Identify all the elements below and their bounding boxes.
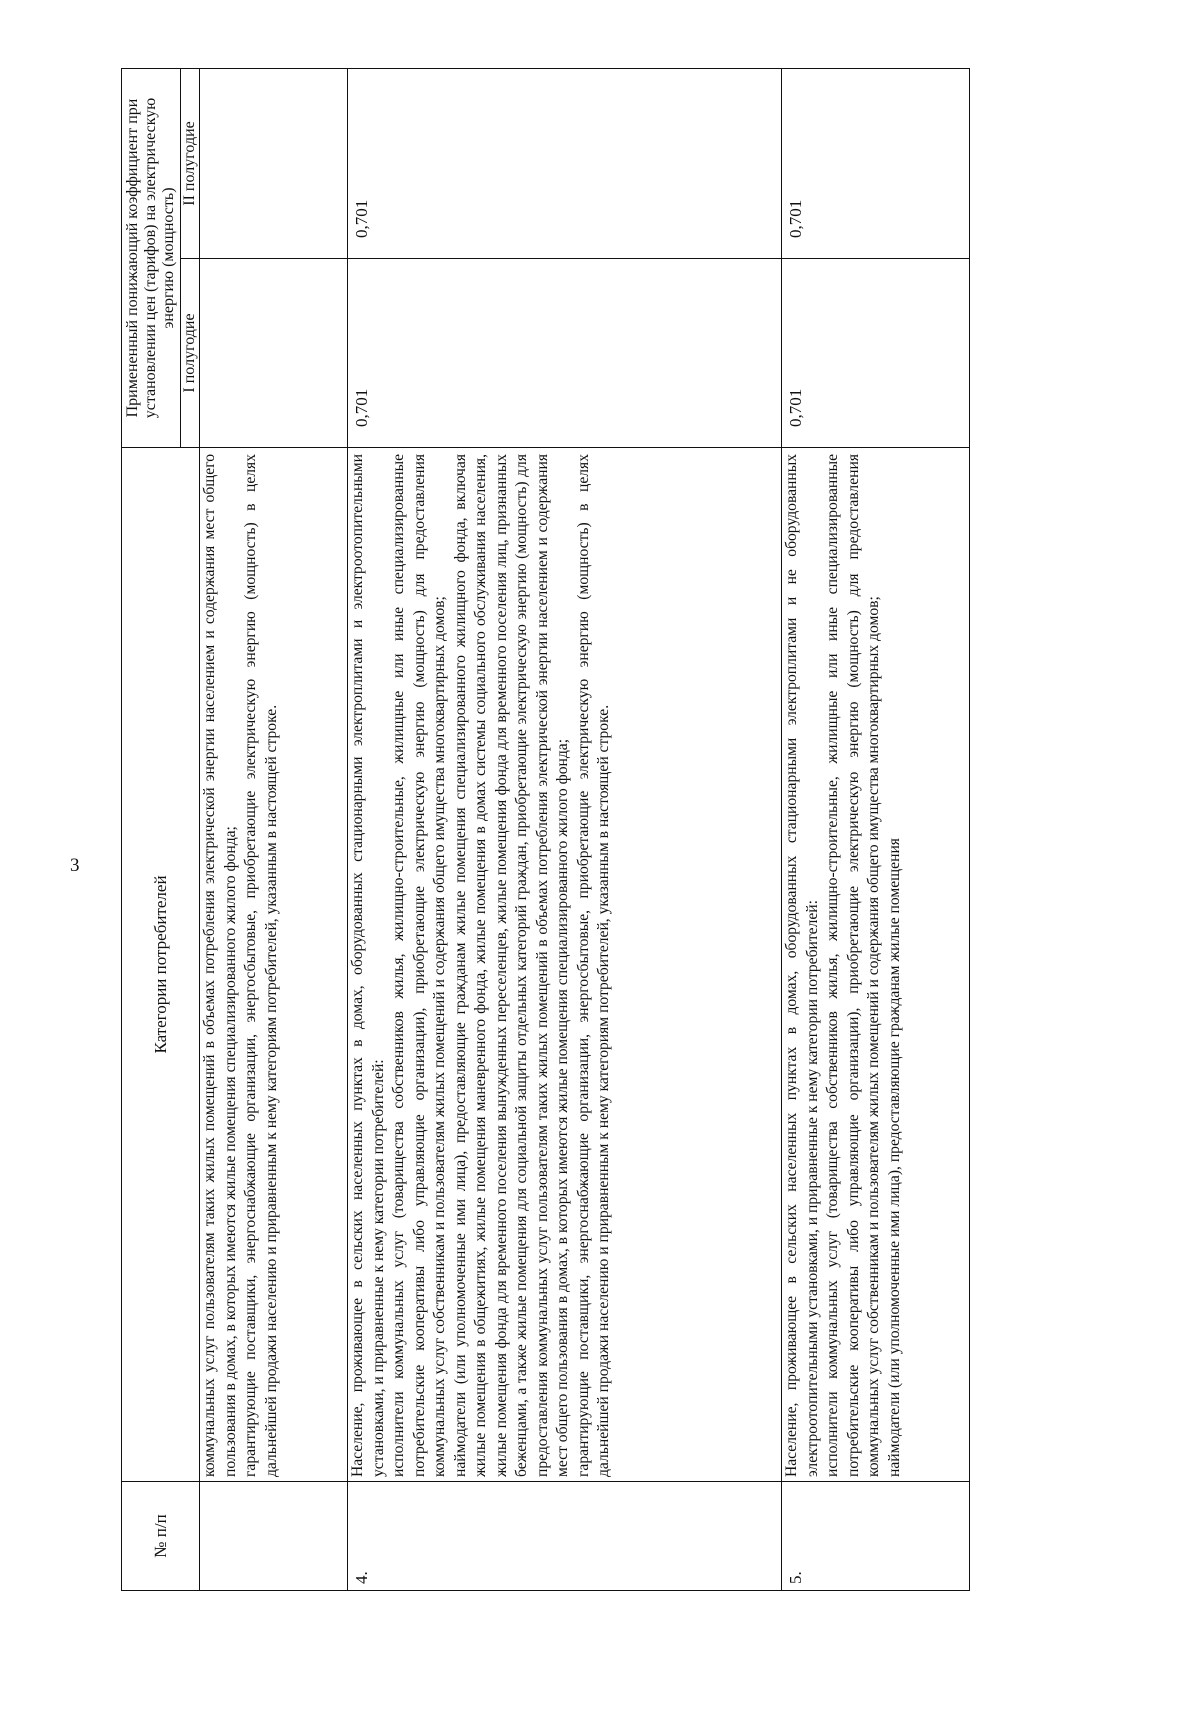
header-row <box>122 69 181 1591</box>
tariff-table <box>121 68 970 1591</box>
header-half2: II полугодие <box>181 69 200 259</box>
coef-half2 <box>200 69 348 259</box>
category-paragraph: наймодатели (или уполномоченные ими лица), предоставляющие гражданам жилые помещения <box>885 838 903 1477</box>
header-coefficient: Примененный понижающий коэффициент при установлении цен (тарифов) на электрическую энергию (мощность) <box>122 69 181 448</box>
category-cell <box>348 448 782 1482</box>
category-paragraph: гарантирующие поставщики, энергоснабжающие организации, энергосбытовые, приобретающие электрическую энергию (мощность) в целях дальнейшей продажи населению и приравненным к нему категориям потребителей, указанным в настоящей строке. <box>574 454 612 1477</box>
category-paragraph: коммунальных услуг пользователям таких жилых помещений в объемах потребления электрической энергии населением и содержания мест общего пользования в домах, в которых имеются жилые помещения специализированного жилого фонда; <box>201 454 239 1477</box>
category-cell <box>200 448 348 1482</box>
category-paragraph: наймодатели (или уполномоченные ими лица), предоставляющие гражданам жилые помещения специализированного жилищного фонда, включая жилые помещения в общежитиях, жилые помещения маневренного фонда, жилые помещения в домах системы социального обслуживания населения, жилые помещения фонда для временного поселения вынужденных переселенцев, жилые помещения фонда для временного поселения лиц, признанных беженцами, а также жилые помещения для социальной защиты отдельных категорий граждан, приобретающие электрическую энергию (мощность) для предоставления коммунальных услуг пользователям таких жилых помещений в объемах потребления электрической энергии населением и содержания мест общего пользования в домах, в которых имеются жилые помещения специализированного жилого фонда; <box>451 454 571 1477</box>
category-paragraph: исполнители коммунальных услуг (товарищества собственников жилья, жилищно-строительные, жилищные или иные специализированные потребительские кооперативы либо управляющие организации), приобретающие электрическую энергию (мощность) для предоставления коммунальных услуг собственникам и пользователям жилых помещений и содержания общего имущества многоквартирных домов; <box>390 454 448 1477</box>
coef-half2: 0,701 <box>348 69 782 259</box>
row-number: 4. <box>348 1482 782 1591</box>
row-number: 5. <box>782 1482 970 1591</box>
coef-half1: 0,701 <box>348 259 782 448</box>
category-paragraph: Население, проживающее в сельских населенных пунктах в домах, оборудованных стационарными электроплитами и электроотопительными установками, и приравненные к нему категории потребителей: <box>349 454 387 1477</box>
category-paragraph: гарантирующие поставщики, энергоснабжающие организации, энергосбытовые, приобретающие электрическую энергию (мощность) в целях дальнейшей продажи населению и приравненным к нему категориям потребителей, указанным в настоящей строке. <box>242 454 280 1477</box>
coef-half2: 0,701 <box>782 69 970 259</box>
row-number <box>200 1482 348 1591</box>
category-text-clip <box>782 454 968 1477</box>
table-row <box>348 69 782 1591</box>
coef-half1 <box>200 259 348 448</box>
category-paragraph: исполнители коммунальных услуг (товарищества собственников жилья, жилищно-строительные, жилищные или иные специализированные потребительские кооперативы либо управляющие организации), приобретающие электрическую энергию (мощность) для предоставления коммунальных услуг собственникам и пользователям жилых помещений и содержания общего имущества многоквартирных домов; <box>824 454 882 1477</box>
table-row <box>200 69 348 1591</box>
header-half1: I полугодие <box>181 259 200 448</box>
rotated-table-area <box>121 69 1071 1591</box>
category-cell <box>782 448 970 1482</box>
table-row <box>782 69 970 1591</box>
header-num: № п/п <box>122 1482 200 1591</box>
header-category: Категории потребителей <box>122 448 200 1482</box>
category-paragraph: Население, проживающее в сельских населенных пунктах в домах, оборудованных стационарными электроплитами и не оборудованных электроотопительными установками, и приравненные к нему категории потребителей: <box>783 454 821 1477</box>
page-number: 3 <box>70 855 80 876</box>
coef-half1: 0,701 <box>782 259 970 448</box>
